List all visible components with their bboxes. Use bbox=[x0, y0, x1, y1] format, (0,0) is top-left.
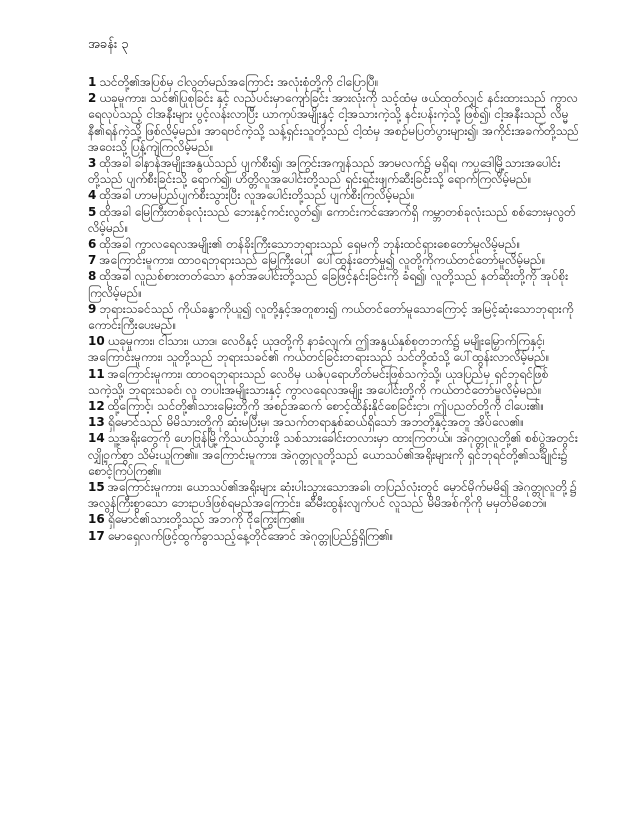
verse-number: 2 bbox=[88, 91, 97, 106]
verse-number: 8 bbox=[88, 269, 97, 284]
verse-14 bbox=[88, 430, 580, 479]
verse-text: သူ့အရိုးတွေကို ဟေဗြုန်မြို့ကိုသယ်သွားဖို့ သစ်သားခေါင်းတလားမှာ ထားကြတယ်။ အဲဂုတ္တုလူတို့၏ စစ်ပွဲအတွင်း လျှို့ဝှက်စွာ သိမ်းယူကြ၏။ အကြောင်းမူကား၊ အဲဂုတ္တုလူတို့သည် ယောသပ်၏အရိုးများကို ရှင်ဘုရင်တို့၏သင်္ချိုင်း၌ စောင့်ကြပ်ကြ၏။ bbox=[88, 431, 578, 478]
verse-number: 4 bbox=[88, 188, 97, 203]
verse-1 bbox=[88, 74, 580, 90]
verse-text: ရှိမောင်သည် မိမိသားတို့ကို ဆုံးမပြီးမှ၊ အသက်တရာနှစ်ဆယ်ရှိသော် အဘတို့နှင့်အတူ အိပ်လေ၏။ bbox=[107, 415, 525, 430]
verse-text: ထိုအခါ ကွာလရေလအမျိုး၏ တန်ခိုးကြီးသောဘုရားသည် ရှေမကို ဘုန်းထင်ရှားစေတော်မူလိမ့်မည်။ bbox=[99, 237, 521, 252]
verse-text: ထို့ကြောင့်၊ သင်တို့၏သားမြေးတို့ကို အစဉ်အဆက် စောင့်ထိန်းနိုင်စေခြင်းငှာ၊ ဤပညတ်တို့ကို ငါပေး၏။ bbox=[107, 399, 545, 414]
verse-8 bbox=[88, 268, 580, 300]
verse-3 bbox=[88, 155, 580, 187]
verse-4 bbox=[88, 187, 580, 203]
verse-number: 1 bbox=[88, 75, 97, 89]
verse-text: ထိုအခါ မြေကြီးတစ်ခုလုံးသည် ဘေးနှင့်ကင်းလွတ်၍၊ ကောင်းကင်အောက်ရှိ ကမ္ဘာတစ်ခုလုံးသည် စစ်ဘေးမှလွတ်လိမ့်မည်။ bbox=[88, 204, 576, 235]
verse-text: ယခုမူကား၊ သင်၏ပြုစုခြင်း နှင့် လည်ပင်းမှာကျော်ခြင်း အားလုံးကို သင့်ထံမှ ဖယ်ထုတ်လျှင် နင်းထားသည် ကွာလရေလုပ်သည့် ငါအနီးများ ပွင့်လန်းလာပြီး ယာကုပ်အမျိုးနှင့် ငါ့အသားကဲ့သို့ နင်းပန်းကဲ့သို့ ဖြစ်၍၊ ငါ့အနီးသည် လိမ္မနီ၏ရန်ကဲ့သို့ ဖြစ်လိမ့်မည်။ အာရဗင်ကဲ့သို့ သန့်ရှင်းသူတို့သည် ငါ့ထံမှ အစဉ်မပြတ်ပွားများ၍၊ အကိုင်းအခက်တို့သည် အဝေးသို့ ပြန့်ကျဲကြလိမ့်မည်။ bbox=[88, 91, 579, 154]
verse-10 bbox=[88, 333, 580, 365]
verse-2 bbox=[88, 90, 580, 155]
verse-7 bbox=[88, 252, 580, 268]
verse-number: 7 bbox=[88, 253, 97, 268]
verse-text: အကြောင်းမူကား၊ ထာဝရဘုရားသည် မြေကြီးပေါ် ပေါ်ထွန်းတော်မူ၍ လူတို့ကိုကယ်တင်တော်မူလိမ့်မည်။ bbox=[99, 253, 546, 268]
verse-number: 10 bbox=[88, 334, 105, 349]
verse-text: ထိုအခါ လူညစ်စားတတ်သော နတ်အပေါင်းတို့သည် ခြေဖြင့်နင်းခြင်းကို ခံရ၍၊ လူတို့သည် နတ်ဆိုးတို့ကို အုပ်စိုးကြလိမ့်မည်။ bbox=[88, 269, 569, 300]
verse-text: အကြောင်းမူကား၊ ထာဝရဘုရားသည် လေဝိမှ ယဇ်ပုရောဟိတ်မင်းဖြစ်သကဲ့သို့၊ ယုဒပြည်မှ ရှင်ဘုရင်ဖြစ်သကဲ့သို့၊ ဘုရားသခင်၊ လူ တပါးအမျိုးသားနှင့် ကွာလရေလအမျိုး အပေါင်းတို့ကို ကယ်တင်တော်မူလိမ့်မည်။ bbox=[88, 366, 549, 397]
verse-16 bbox=[88, 511, 580, 527]
verse-9 bbox=[88, 301, 580, 333]
verse-number: 3 bbox=[88, 156, 97, 171]
verse-text: ရှိမောင်၏သားတို့သည် အဘကို ငိုကြွေးကြ၏။ bbox=[107, 512, 305, 527]
verse-5 bbox=[88, 204, 580, 236]
verse-number: 15 bbox=[88, 480, 105, 495]
verse-number: 13 bbox=[88, 415, 105, 430]
verse-6 bbox=[88, 236, 580, 252]
verse-text: ထိုအခါ ခါနာန်အမျိုးအနွယ်သည် ပျက်စီး၍၊ အကြွင်းအကျန်သည် အာမလက်၌ မရှိရ၊ ကပ္ပဒေါမြို့သားအပေါင်းတို့သည် ပျက်စီးခြင်းသို့ ရောက်၍၊ ဟိတ္တိလူအပေါင်းတို့သည် ရှင်းရှင်းဖျက်ဆီးခြင်းသို့ ရောက်ကြလိမ့်မည်။ bbox=[88, 156, 561, 187]
chapter-title: အခန်း ၃ bbox=[88, 37, 129, 52]
verse-number: 9 bbox=[88, 301, 97, 316]
verse-number: 5 bbox=[88, 204, 97, 219]
verse-text: ယခုမူကား၊ ငါသား၊ ယာဒ၊ လေဝိနှင့် ယုဒတို့ကို နာခံလျက်၊ ဤအနွယ်နှစ်စုတဘက်၌ မမျိုးမြှောက်ကြနှင့်၊ အကြောင်းမူကား၊ သူတို့သည် ဘုရားသခင်၏ ကယ်တင်ခြင်းတရားသည် သင်တို့ထံသို့ ပေါ်ထွန်းလာလိမ့်မည်။ bbox=[88, 334, 550, 365]
verse-17 bbox=[88, 528, 580, 544]
verse-text: ဘုရားသခင်သည် ကိုယ်ခန္ဓာကိုယူ၍ လူတို့နှင့်အတူစား၍ ကယ်တင်တော်မူသောကြောင့် အမြင့်ဆုံးသောဘုရားကို ကောင်းကြီးပေးမည်။ bbox=[88, 301, 574, 333]
verse-text: အကြောင်းမူကား၊ ယောသပ်၏အရိုးများ ဆုံးပါးသွားသောအခါ၊ တပြည်လုံးတွင် မှောင်မိုက်မမိ၍ အဲဂုတ္တုလူတို့၌ အလွန်ကြီးစွာသော ဘေးဥပဒ်ဖြစ်ရမည်အကြောင်း၊ ဆီမီးထွန်းလျက်ပင် လူသည် မိမိအစ်ကိုကို မမှတ်မိစေဘဲ။ bbox=[88, 480, 577, 511]
verse-text: ထိုအခါ ဟာမပြည်ပျက်စီးသွားပြီး လူအပေါင်းတို့သည် ပျက်စီးကြလိမ့်မည်။ bbox=[99, 188, 415, 203]
verse-list bbox=[88, 74, 580, 544]
verse-number: 14 bbox=[88, 431, 105, 446]
verse-text: သင်တို့၏အပြစ်မှ ငါလွတ်မည်အကြောင်း အလုံးစုံတို့ကို ငါပြောပြီ။ bbox=[99, 75, 379, 89]
verse-number: 11 bbox=[88, 366, 105, 381]
verse-number: 17 bbox=[88, 528, 105, 543]
verse-number: 16 bbox=[88, 512, 105, 527]
verse-number: 6 bbox=[88, 237, 97, 252]
verse-12 bbox=[88, 398, 580, 414]
verse-15 bbox=[88, 479, 580, 511]
verse-number: 12 bbox=[88, 399, 105, 414]
verse-13 bbox=[88, 414, 580, 430]
verse-11 bbox=[88, 366, 580, 398]
verse-text: မောရှေလက်ဖြင့်ထွက်ခွာသည့်နေ့တိုင်အောင် အဲဂုတ္တုပြည်၌ရှိကြ၏။ bbox=[107, 528, 394, 543]
